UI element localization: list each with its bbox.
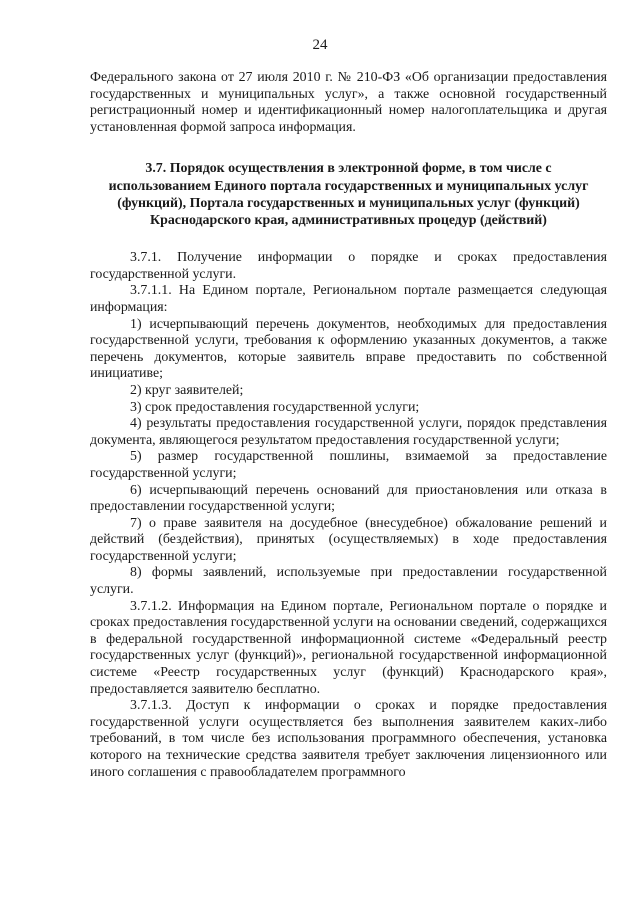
list-item-3: 3) срок предоставления государственной услуги;	[130, 399, 420, 415]
page-number: 24	[312, 37, 328, 53]
list-item-2: 2) круг заявителей;	[130, 382, 244, 398]
page-content	[90, 70, 607, 781]
paragraph-continuation: Федерального закона от 27 июля 2010 г. № 210-ФЗ «Об организации предоставления государственных и муниципальных услуг», а также основной государственный регистрационный номер и идентификационный номер налогоплательщика и другая установленная формой запроса информация.	[90, 70, 607, 135]
list-item-8: 8) формы заявлений, используемые при предоставлении государственной услуги.	[90, 565, 607, 598]
list-item-4: 4) результаты предоставления государственной услуги, порядок представления документа, являющегося результатом предоставления государственной услуги;	[90, 416, 607, 448]
paragraph-3-7-1: 3.7.1. Получение информации о порядке и сроках предоставления государственной услуги.	[90, 250, 607, 282]
paragraph-3-7-1-3: 3.7.1.3. Доступ к информации о сроках и порядке предоставления государственной услуги осуществляется без выполнения заявителем каких-либо требований, в том числе без использования программного обеспечения, установка которого на технические средства заявителя требует заключения лицензионного или иного соглашения с правообладателем программного	[90, 698, 607, 780]
list-item-7: 7) о праве заявителя на досудебное (внесудебное) обжалование решений и действий (бездействия), принятых (осуществляемых) в ходе предоставления государственной услуги;	[90, 515, 607, 564]
paragraph-3-7-1-2: 3.7.1.2. Информация на Едином портале, Региональном портале о порядке и сроках предоставления государственной услуги на основании сведений, содержащихся в федеральной государственной информационной системе «Федеральный реестр государственных услуг (функций)», региональной государственной информационной системе «Реестр государственных услуг (функций) Краснодарского края», предоставляется заявителю бесплатно.	[90, 598, 607, 697]
list-item-6: 6) исчерпывающий перечень оснований для приостановления или отказа в предоставлении государственной услуги;	[90, 482, 607, 515]
paragraph-3-7-1-1: 3.7.1.1. На Едином портале, Региональном портале размещается следующая информация:	[90, 283, 607, 315]
section-heading: 3.7. Порядок осуществления в электронной форме, в том числе с использованием Единого портала государственных и муниципальных услуг (функций), Портала государственных и муниципальных услуг (функций) Краснодарского края, административных процедур (действий)	[108, 161, 589, 228]
list-item-1: 1) исчерпывающий перечень документов, необходимых для предоставления государственной услуги, требования к оформлению указанных документов, а также перечень документов, которые заявитель вправе предоставить по собственной инициативе;	[90, 316, 607, 382]
list-item-5: 5) размер государственной пошлины, взимаемой за предоставление государственной услуги;	[90, 449, 607, 481]
